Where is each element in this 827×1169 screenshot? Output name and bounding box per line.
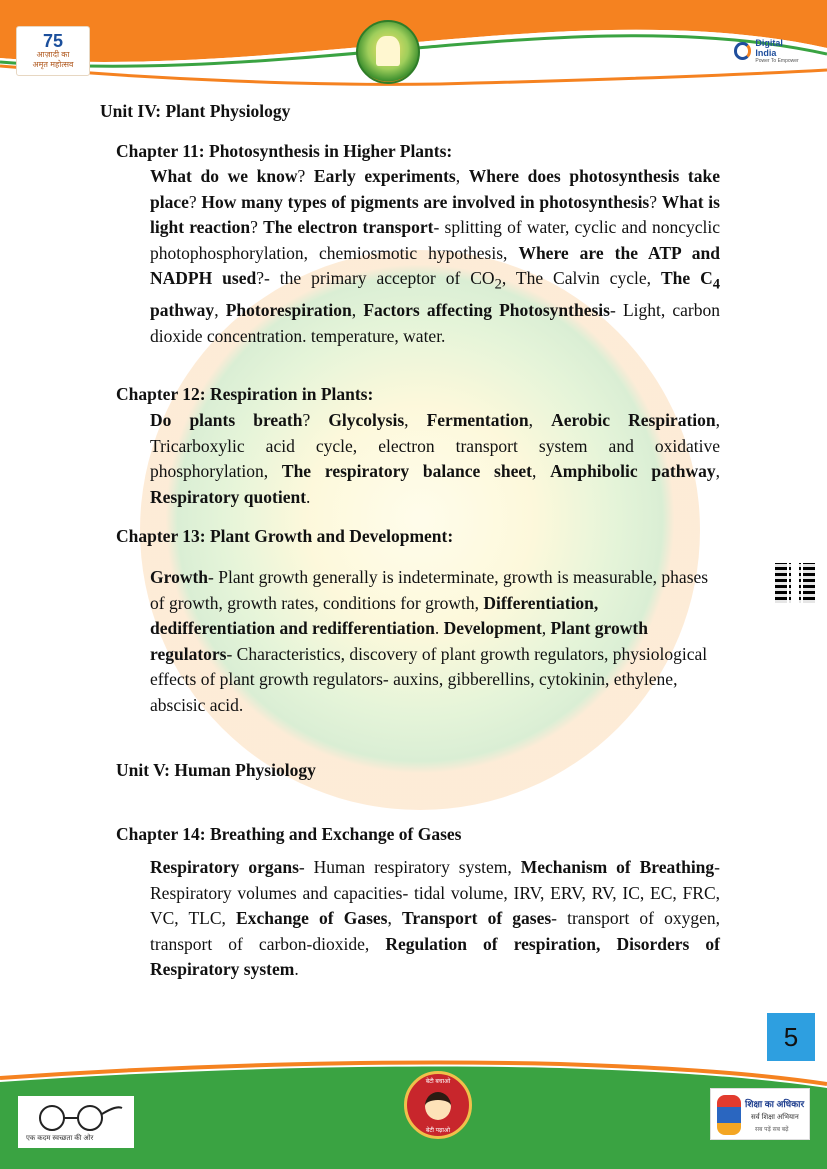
unit-5-heading: Unit V: Human Physiology [116, 760, 316, 780]
chapter-12-heading: Chapter 12: Respiration in Plants: [116, 384, 374, 404]
qr-code[interactable] [775, 563, 815, 603]
beti-bachao-caption: बेटी बचाओ [425, 1079, 451, 1085]
digital-india-title: Digital India [755, 38, 783, 58]
azadi-logo-number: 75 [42, 31, 64, 51]
right-to-education-logo [710, 1088, 810, 1140]
shiksha-tagline: सब पढ़ें सब बढ़ें [755, 1127, 789, 1133]
azadi-logo-line2: अमृत महोत्सव [32, 60, 74, 69]
digital-india-subtitle: Power To Empower [755, 58, 799, 64]
shiksha-title: शिक्षा का अधिकार [745, 1099, 805, 1109]
beti-bachao-beti-padhao-logo [404, 1071, 472, 1139]
shiksha-subtitle: सर्व शिक्षा अभियान [751, 1114, 799, 1121]
azadi-logo-line1: आज़ादी का [36, 50, 70, 59]
child-icon [717, 1095, 741, 1135]
unit-4-heading: Unit IV: Plant Physiology [100, 101, 291, 121]
chapter-13-body: Growth- Plant growth generally is indeterminate, growth is measurable, phases of growth, growth rates, conditions for growth, Differentiation, dedifferentiation and redifferentiation. Development, Plant growth regulators- Characteristics, discovery of plant growth regulators, physiological effects of plant growth regulators- auxins, gibberellins, cytokinin, ethylene, abscisic acid. [150, 567, 709, 715]
chapter-13-heading: Chapter 13: Plant Growth and Development: [116, 526, 454, 546]
page-number: 5 [767, 1013, 815, 1061]
swachh-bharat-logo [18, 1096, 134, 1148]
girl-face-icon [425, 1092, 451, 1120]
chapter-11-heading: Chapter 11: Photosynthesis in Higher Plants: [116, 141, 453, 161]
chapter-14-heading: Chapter 14: Breathing and Exchange of Gases [116, 824, 462, 844]
swachh-bharat-caption: एक कदम स्वच्छता की ओर [26, 1135, 94, 1142]
beti-padhao-caption: बेटी पढ़ाओ [425, 1128, 451, 1134]
chapter-14-body: Respiratory organs- Human respiratory system, Mechanism of Breathing- Respiratory volumes and capacities- tidal volume, IRV, ERV, RV, IC, EC, FRC, VC, TLC, Exchange of Gases, Transport of gases- transport of oxygen, transport of carbon-dioxide, Regulation of respiration, Disorders of Respiratory system. [150, 857, 721, 980]
chapter-11-body: What do we know? Early experiments, Where does photosynthesis take place? How many types of pigments are involved in photosynthesis? What is light reaction? The electron transport- splitting of water, cyclic and noncyclic photophosphorylation, chemiosmotic hypothesis, Where are the ATP and NADPH used?- the primary acceptor of $CO_2$, The Calvin cycle, The $C_4$ pathway, Photorespiration, Factors affecting Photosynthesis- Light, carbon dioxide concentration. temperature, water. [150, 166, 721, 347]
chapter-12-body: Do plants breath? Glycolysis, Fermentation, Aerobic Respiration, Tricarboxylic acid cycle, electron transport system and oxidative phosphorylation, The respiratory balance sheet, Amphibolic pathway, Respiratory quotient. [150, 410, 720, 507]
